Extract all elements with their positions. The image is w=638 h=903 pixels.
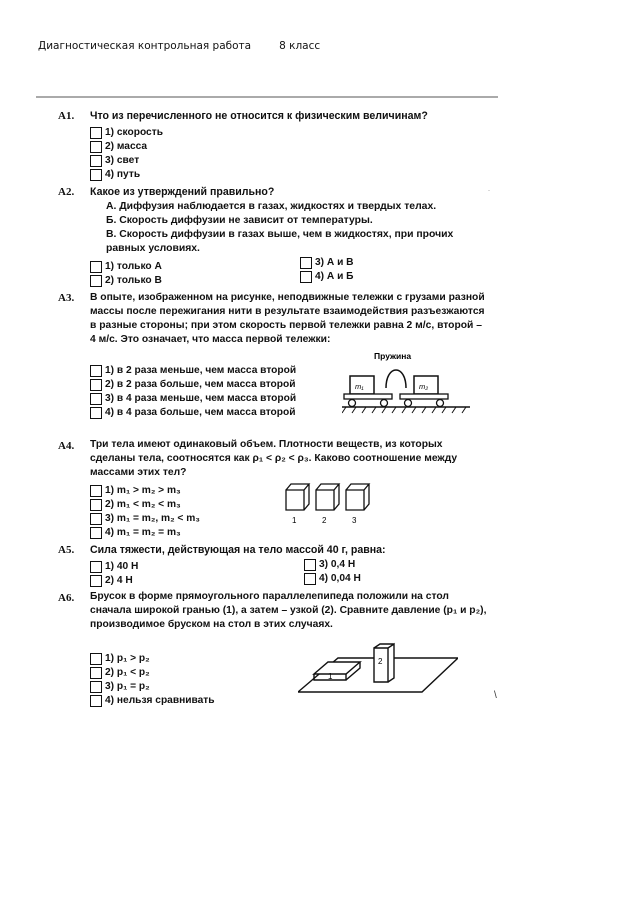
question-a4-number: A4.	[58, 440, 75, 452]
page-header	[38, 40, 320, 52]
checkbox[interactable]	[90, 561, 102, 573]
a5-option-2[interactable]: 2) 4 Н	[90, 574, 133, 587]
cube-2	[316, 484, 339, 510]
carts-spring-figure	[342, 350, 472, 416]
a1-option-1[interactable]: 1) скорость	[90, 126, 163, 139]
question-a4-text: Три тела имеют одинаковый объем. Плотности веществ, из которых сделаны тела, соотносятся как ρ₁ < ρ₂ < ρ₃. Каково соотношение между массами этих тел?	[90, 439, 458, 478]
a2-option-3[interactable]: 3) А и В	[300, 256, 354, 269]
brick-narrow	[374, 644, 394, 682]
a2-statement-b: Б. Скорость диффузии не зависит от температуры.	[106, 215, 373, 226]
checkbox[interactable]	[90, 575, 102, 587]
spring-caption: Пружина	[374, 351, 412, 361]
header-title: Диагностическая контрольная работа	[38, 40, 252, 52]
wheel-icon	[381, 400, 388, 407]
question-a6-text: Брусок в форме прямоугольного параллелепипеда положили на стол сначала широкой гранью (1), а затем – узкой (2). Сравните давление (p₁ и p₂), производимое бруском на стол в этих случаях.	[90, 591, 487, 630]
a6-option-2[interactable]: 2) p₁ < p₂	[90, 666, 150, 679]
a1-option-3[interactable]: 3) свет	[90, 154, 139, 167]
three-cubes-figure	[284, 480, 376, 526]
a1-option-4[interactable]: 4) путь	[90, 168, 140, 181]
a6-option-1[interactable]: 1) p₁ > p₂	[90, 652, 150, 665]
checkbox[interactable]	[90, 141, 102, 153]
checkbox[interactable]	[90, 275, 102, 287]
checkbox[interactable]	[90, 365, 102, 377]
question-a3-number: A3.	[58, 292, 75, 304]
question-a5-text: Сила тяжести, действующая на тело массой 40 г, равна:	[90, 544, 386, 556]
question-a2-number: A2.	[58, 186, 75, 198]
a2-option-1[interactable]: 1) только А	[90, 260, 162, 273]
question-a3-text: В опыте, изображенном на рисунке, неподвижные тележки с грузами разной массы после пережигания нити в результате взаимодействия разъезжаются в разные стороны; при этом скорость первой тележки равна 2 м/с, второй – 4 м/с. Это означает, что масса первой тележки:	[90, 292, 485, 345]
checkbox[interactable]	[90, 653, 102, 665]
wheel-icon	[405, 400, 412, 407]
checkbox[interactable]	[90, 393, 102, 405]
a6-option-4[interactable]: 4) нельзя сравнивать	[90, 694, 215, 707]
a6-option-3[interactable]: 3) p₁ = p₂	[90, 680, 150, 693]
stray-mark: \	[494, 690, 497, 701]
a3-option-3[interactable]: 3) в 4 раза меньше, чем масса второй	[90, 392, 296, 405]
a3-option-2[interactable]: 2) в 2 раза больше, чем масса второй	[90, 378, 295, 391]
wheel-icon	[437, 400, 444, 407]
mass-label-2: m₂	[419, 382, 429, 391]
checkbox[interactable]	[90, 169, 102, 181]
a3-option-1[interactable]: 1) в 2 раза меньше, чем масса второй	[90, 364, 296, 377]
a2-option-2[interactable]: 2) только В	[90, 274, 162, 287]
scan-dot: ·	[488, 188, 490, 194]
a5-option-1[interactable]: 1) 40 Н	[90, 560, 138, 573]
cart-1	[344, 394, 392, 399]
scan-top-edge	[36, 96, 498, 98]
a4-option-2[interactable]: 2) m₁ < m₂ < m₃	[90, 498, 181, 511]
header-grade: 8 класс	[279, 40, 321, 52]
cube-3	[346, 484, 369, 510]
mass-label-1: m₁	[355, 382, 364, 391]
cube-label-1: 1	[292, 516, 297, 525]
wheel-icon	[349, 400, 356, 407]
checkbox[interactable]	[90, 407, 102, 419]
checkbox[interactable]	[90, 667, 102, 679]
a5-option-3[interactable]: 3) 0,4 Н	[304, 558, 355, 571]
cube-1	[286, 484, 309, 510]
checkbox[interactable]	[90, 379, 102, 391]
checkbox[interactable]	[90, 485, 102, 497]
checkbox[interactable]	[90, 527, 102, 539]
cube-label-2: 2	[322, 516, 327, 525]
a2-statement-a: А. Диффузия наблюдается в газах, жидкостях и твердых телах.	[106, 201, 437, 212]
checkbox[interactable]	[90, 513, 102, 525]
cube-label-3: 3	[352, 516, 357, 525]
spring-icon	[386, 370, 406, 388]
checkbox[interactable]	[304, 559, 316, 571]
question-a1-text: Что из перечисленного не относится к физическим величинам?	[90, 110, 428, 122]
checkbox[interactable]	[300, 271, 312, 283]
a2-option-4[interactable]: 4) А и Б	[300, 270, 354, 283]
floor-hatching	[342, 407, 466, 413]
checkbox[interactable]	[300, 257, 312, 269]
bricks-on-table-figure	[298, 636, 458, 700]
checkbox[interactable]	[90, 127, 102, 139]
checkbox[interactable]	[90, 261, 102, 273]
scanned-test-page	[36, 96, 498, 706]
checkbox[interactable]	[90, 499, 102, 511]
question-a5-number: A5.	[58, 544, 75, 556]
question-a6-number: A6.	[58, 592, 75, 604]
a3-option-4[interactable]: 4) в 4 раза больше, чем масса второй	[90, 406, 295, 419]
question-a2-text: Какое из утверждений правильно?	[90, 186, 275, 198]
a4-option-1[interactable]: 1) m₁ > m₂ > m₃	[90, 484, 181, 497]
checkbox[interactable]	[304, 573, 316, 585]
a4-option-4[interactable]: 4) m₁ = m₂ = m₃	[90, 526, 181, 539]
checkbox[interactable]	[90, 695, 102, 707]
a4-option-3[interactable]: 3) m₁ = m₂, m₂ < m₃	[90, 512, 200, 525]
a2-statement-c: В. Скорость диффузии в газах выше, чем в жидкостях, при прочих равных условиях.	[106, 229, 454, 254]
a1-option-2[interactable]: 2) масса	[90, 140, 147, 153]
brick-label-2: 2	[378, 657, 383, 666]
a5-option-4[interactable]: 4) 0,04 Н	[304, 572, 361, 585]
checkbox[interactable]	[90, 681, 102, 693]
checkbox[interactable]	[90, 155, 102, 167]
brick-label-1: 1	[328, 672, 333, 681]
cart-2	[400, 394, 448, 399]
question-a1-number: A1.	[58, 110, 75, 122]
